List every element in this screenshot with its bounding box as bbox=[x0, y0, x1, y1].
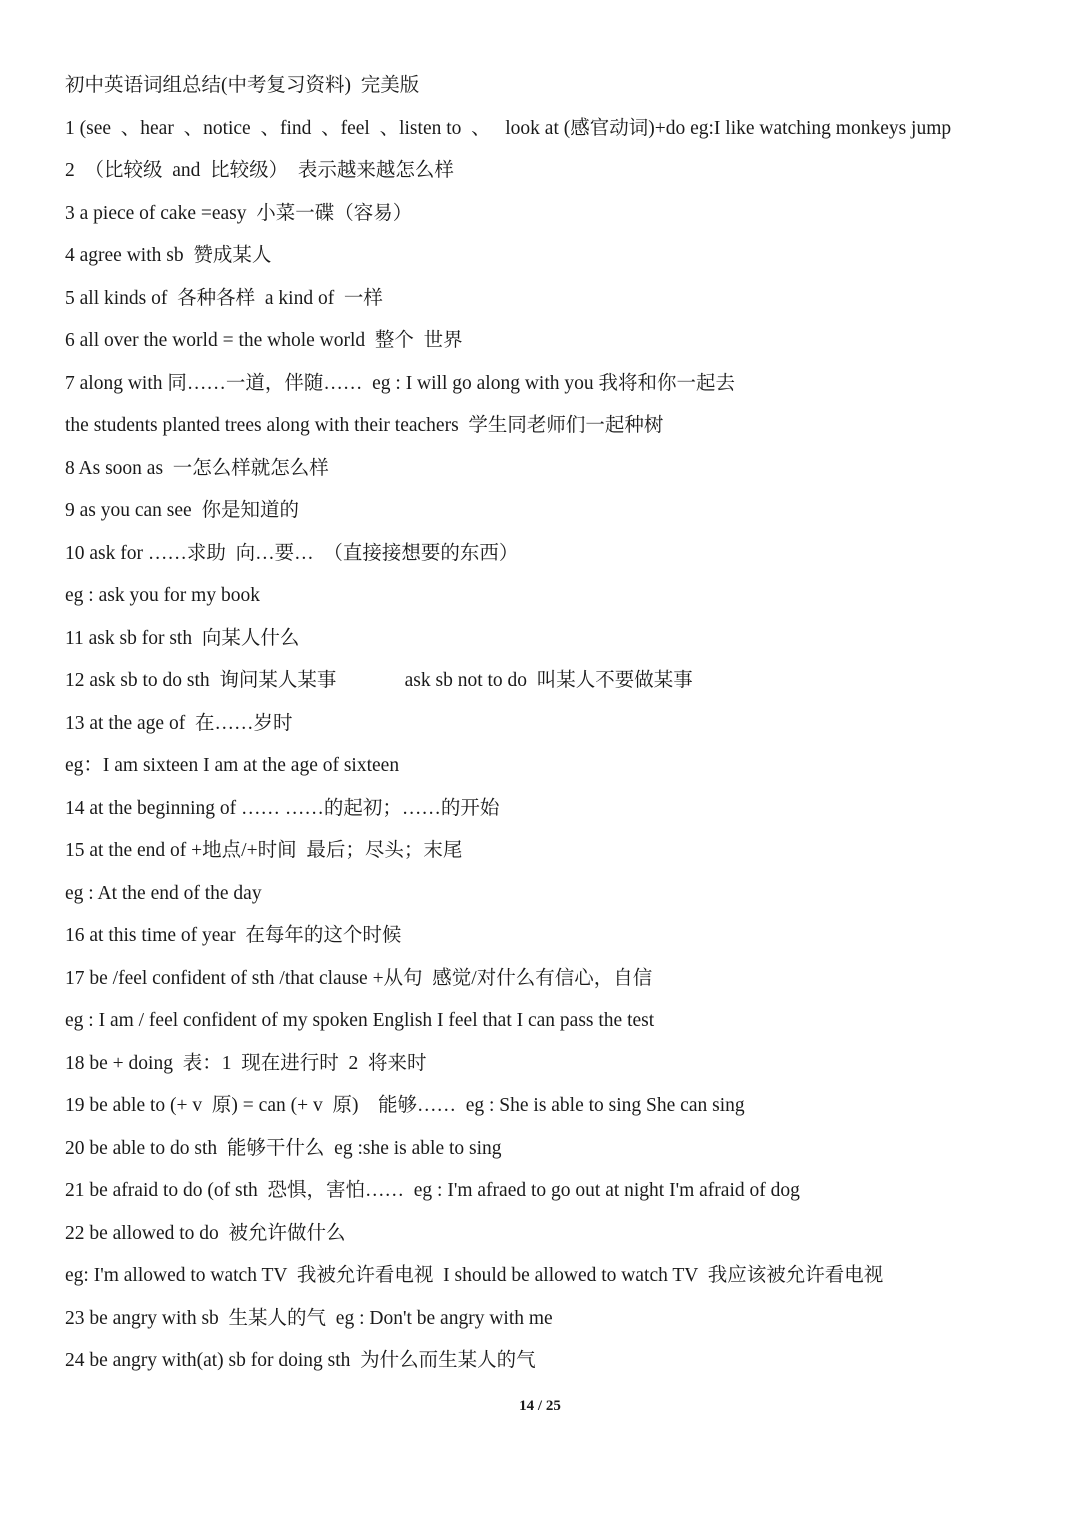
text-line: 19 be able to (+ v 原) = can (+ v 原) 能够…… eg : She is able to sing She can sing bbox=[65, 1095, 745, 1116]
page-number: 14 / 25 bbox=[519, 1398, 561, 1414]
text-line: 8 As soon as 一怎么样就怎么样 bbox=[65, 457, 329, 479]
text-line: eg : ask you for my book bbox=[65, 585, 260, 606]
text-line: 22 be allowed to do 被允许做什么 bbox=[65, 1222, 346, 1244]
text-line: 24 be angry with(at) sb for doing sth 为什么而生某人的气 bbox=[65, 1350, 536, 1371]
text-line: 9 as you can see 你是知道的 bbox=[65, 500, 299, 521]
text-line: 2 （比较级 and 比较级） 表示越来越怎么样 bbox=[65, 160, 454, 181]
text-line: eg: I'm allowed to watch TV 我被允许看电视 I should be allowed to watch TV 我应该被允许看电视 bbox=[65, 1265, 884, 1286]
text-line: eg : I am / feel confident of my spoken English I feel that I can pass the test bbox=[65, 1010, 655, 1031]
text-line: 6 all over the world = the whole world 整个 世界 bbox=[65, 330, 463, 351]
text-line: 23 be angry with sb 生某人的气 eg : Don't be angry with me bbox=[65, 1307, 553, 1329]
text-line: eg：I am sixteen I am at the age of sixteen bbox=[65, 755, 400, 776]
text-line: 13 at the age of 在……岁时 bbox=[65, 712, 293, 734]
text-line: 18 be + doing 表：1 现在进行时 2 将来时 bbox=[65, 1052, 427, 1074]
document-title: 初中英语词组总结(中考复习资料) 完美版 bbox=[65, 75, 420, 96]
text-line: 20 be able to do sth 能够干什么 eg :she is able to sing bbox=[65, 1137, 502, 1159]
text-line: 5 all kinds of 各种各样 a kind of 一样 bbox=[65, 287, 383, 309]
text-line: 21 be afraid to do (of sth 恐惧，害怕…… eg : I'm afraed to go out at night I'm afraid of dog bbox=[65, 1180, 800, 1201]
text-line: the students planted trees along with their teachers 学生同老师们一起种树 bbox=[65, 415, 664, 436]
text-line: 1 (see 、hear 、notice 、find 、feel 、listen to 、 look at (感官动词)+do eg:I like watching monkeys jump bbox=[65, 117, 952, 139]
text-line: 7 along with 同……一道，伴随…… eg : I will go along with you 我将和你一起去 bbox=[65, 372, 736, 394]
text-line: 11 ask sb for sth 向某人什么 bbox=[65, 627, 300, 649]
text-line: 14 at the beginning of …… ……的起初；……的开始 bbox=[65, 797, 500, 819]
text-line: 17 be /feel confident of sth /that clause +从句 感觉/对什么有信心，自信 bbox=[65, 967, 653, 989]
text-line: 10 ask for ……求助 向…要… （直接接想要的东西） bbox=[65, 542, 519, 564]
text-line: 15 at the end of +地点/+时间 最后；尽头；末尾 bbox=[65, 840, 463, 861]
text-body bbox=[65, 70, 1055, 1388]
text-line: eg : At the end of the day bbox=[65, 882, 262, 904]
text-line: 3 a piece of cake =easy 小菜一碟（容易） bbox=[65, 202, 413, 224]
text-line: 4 agree with sb 赞成某人 bbox=[65, 245, 272, 266]
text-line: 12 ask sb to do sth 询问某人某事 ask sb not to do 叫某人不要做某事 bbox=[65, 670, 693, 691]
text-line: 16 at this time of year 在每年的这个时候 bbox=[65, 925, 402, 946]
